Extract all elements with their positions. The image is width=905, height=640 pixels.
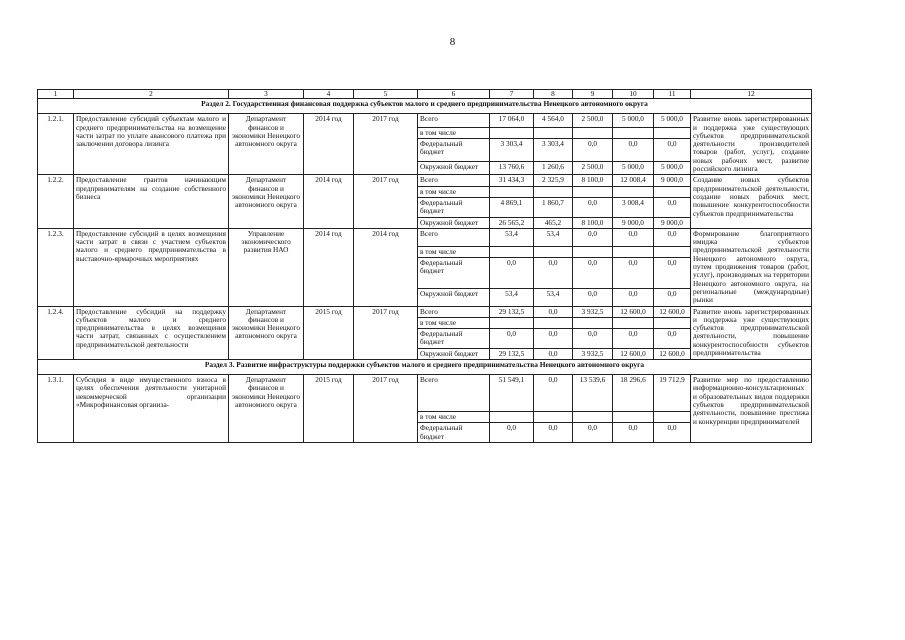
amount-cell: 4 869,1	[490, 197, 534, 217]
amount-cell: 0,0	[534, 423, 573, 443]
amount-cell: 51 549,1	[490, 375, 534, 412]
funding-source: Федеральный бюджет	[418, 329, 490, 349]
start-year: 2015 год	[304, 375, 354, 443]
row-number: 1.2.2.	[38, 175, 74, 228]
executor: Департамент финансов и экономики Ненецкого автономного округа	[229, 375, 304, 443]
amount-cell: 31 434,3	[490, 175, 534, 186]
amount-cell: 1 860,7	[534, 197, 573, 217]
amount-cell: 0,0	[573, 257, 613, 288]
section-title: Раздел 2. Государственная финансовая поддержка субъектов малого и среднего предпринимательства Ненецкого автономного округа	[38, 99, 812, 114]
amount-cell: 0,0	[613, 228, 654, 246]
executor: Департамент финансов и экономики Ненецкого автономного округа	[229, 306, 304, 359]
amount-cell: 0,0	[654, 138, 691, 161]
amount-cell: 3 932,5	[573, 348, 613, 359]
section-heading-row	[38, 360, 812, 375]
amount-cell: 0,0	[534, 375, 573, 412]
column-number-row	[38, 90, 812, 99]
amount-cell: 0,0	[654, 423, 691, 443]
amount-cell: 0,0	[534, 329, 573, 349]
executor: Департамент финансов и экономики Ненецкого автономного округа	[229, 175, 304, 228]
column-number: 9	[573, 90, 613, 99]
column-number: 10	[613, 90, 654, 99]
expected-result: Развитие вновь зарегистрированных и поддержка уже существующих субъектов предпринимательской деятельности, повышение конкурентоспособности субъектов предпринимательства	[691, 306, 812, 359]
amount-cell: 0,0	[654, 288, 691, 306]
section-heading-row	[38, 99, 812, 114]
amount-cell: 4 564,0	[534, 114, 573, 127]
funding-source: в том числе	[418, 127, 490, 138]
column-number: 6	[418, 90, 490, 99]
table-row	[38, 228, 812, 246]
amount-cell: 0,0	[534, 348, 573, 359]
amount-cell: 465,2	[534, 217, 573, 228]
amount-cell: 9 000,0	[654, 175, 691, 186]
amount-cell: 0,0	[490, 423, 534, 443]
amount-cell: 29 132,5	[490, 306, 534, 317]
column-number: 12	[691, 90, 812, 99]
executor: Управление экономического развития НАО	[229, 228, 304, 306]
amount-cell: 19 712,9	[654, 375, 691, 412]
measure-name: Предоставление субсидий на поддержку субъектов малого и среднего предпринимательства в целях возмещения части затрат, связанных с осуществлением предпринимательской деятельности	[74, 306, 229, 359]
expected-result: Формирование благоприятного имиджа субъектов предпринимательской деятельности Ненецкого автономного округа, путем продвижения товаров (работ, услуг), производимых на территории Ненецкого автономного округа, на региональные (международные) рынки	[691, 228, 812, 306]
amount-cell: 5 000,0	[613, 114, 654, 127]
start-year: 2014 год	[304, 175, 354, 228]
table-row	[38, 175, 812, 186]
end-year: 2014 год	[354, 228, 418, 306]
amount-cell: 0,0	[534, 306, 573, 317]
funding-source: Федеральный бюджет	[418, 197, 490, 217]
program-measures-table	[37, 89, 812, 443]
column-number: 1	[38, 90, 74, 99]
amount-cell: 0,0	[573, 138, 613, 161]
amount-cell: 18 296,6	[613, 375, 654, 412]
amount-cell: 1 260,6	[534, 162, 573, 175]
funding-source: Всего	[418, 375, 490, 412]
amount-cell: 0,0	[654, 197, 691, 217]
measure-name: Субсидия в виде имущественного взноса в целях обеспечения деятельности унитарной некоммерческой организации «Микрофинансовая организа-	[74, 375, 229, 443]
funding-source: в том числе	[418, 246, 490, 257]
amount-cell: 0,0	[573, 288, 613, 306]
end-year: 2017 год	[354, 175, 418, 228]
amount-cell: 0,0	[654, 329, 691, 349]
amount-cell: 9 000,0	[613, 217, 654, 228]
amount-cell: 0,0	[490, 257, 534, 288]
amount-cell: 0,0	[654, 228, 691, 246]
table-row	[38, 114, 812, 127]
amount-cell: 3 303,4	[490, 138, 534, 161]
funding-source: в том числе	[418, 412, 490, 423]
column-number: 5	[354, 90, 418, 99]
start-year: 2015 год	[304, 306, 354, 359]
funding-source: Федеральный бюджет	[418, 138, 490, 161]
expected-result: Развитие вновь зарегистрированных и поддержка уже существующих субъектов предпринимательской деятельности производителей товаров (работ, услуг), создание новых рабочих мест, развитие российского лизинга	[691, 114, 812, 175]
expected-result: Развитие мер по предоставлению информационно-консультационных и образовательных видов поддержки субъектов предпринимательской деятельности, повышение престижа и конкуренции предпринимателей	[691, 375, 812, 443]
amount-cell: 5 000,0	[654, 162, 691, 175]
amount-cell: 9 000,0	[654, 217, 691, 228]
amount-cell: 3 303,4	[534, 138, 573, 161]
column-number: 7	[490, 90, 534, 99]
row-number: 1.2.4.	[38, 306, 74, 359]
end-year: 2017 год	[354, 306, 418, 359]
amount-cell: 0,0	[573, 329, 613, 349]
end-year: 2017 год	[354, 375, 418, 443]
amount-cell: 53,4	[490, 228, 534, 246]
measure-name: Предоставление субсидий субъектам малого и среднего предпринимательства на возмещение части затрат по уплате авансового платежа при заключении договора лизинга	[74, 114, 229, 175]
column-number: 4	[304, 90, 354, 99]
amount-cell: 12 600,0	[654, 306, 691, 317]
funding-source: Всего	[418, 306, 490, 317]
amount-cell: 0,0	[573, 228, 613, 246]
amount-cell: 29 132,5	[490, 348, 534, 359]
amount-cell: 13 539,6	[573, 375, 613, 412]
start-year: 2014 год	[304, 114, 354, 175]
amount-cell: 8 100,0	[573, 175, 613, 186]
funding-source: Федеральный бюджет	[418, 423, 490, 443]
funding-source: в том числе	[418, 186, 490, 197]
table-row	[38, 375, 812, 412]
funding-source: Всего	[418, 228, 490, 246]
amount-cell: 8 100,0	[573, 217, 613, 228]
amount-cell: 2 500,0	[573, 162, 613, 175]
amount-cell: 12 600,0	[613, 348, 654, 359]
row-number: 1.3.1.	[38, 375, 74, 443]
executor: Департамент финансов и экономики Ненецкого автономного округа	[229, 114, 304, 175]
amount-cell: 5 000,0	[654, 114, 691, 127]
row-number: 1.2.1.	[38, 114, 74, 175]
funding-source: в том числе	[418, 317, 490, 328]
funding-source: Всего	[418, 175, 490, 186]
amount-cell: 12 600,0	[654, 348, 691, 359]
funding-source: Федеральный бюджет	[418, 257, 490, 288]
amount-cell: 0,0	[654, 257, 691, 288]
funding-source: Окружной бюджет	[418, 288, 490, 306]
column-number: 2	[74, 90, 229, 99]
amount-cell: 17 064,0	[490, 114, 534, 127]
amount-cell: 53,4	[534, 288, 573, 306]
amount-cell: 12 600,0	[613, 306, 654, 317]
amount-cell: 0,0	[613, 257, 654, 288]
amount-cell: 0,0	[573, 423, 613, 443]
end-year: 2017 год	[354, 114, 418, 175]
start-year: 2014 год	[304, 228, 354, 306]
funding-source: Окружной бюджет	[418, 348, 490, 359]
amount-cell: 0,0	[613, 329, 654, 349]
expected-result: Создание новых субъектов предпринимательской деятельности, создание новых рабочих мест, повышение конкурентоспособности субъектов предпринимательства	[691, 175, 812, 228]
funding-source: Окружной бюджет	[418, 162, 490, 175]
amount-cell: 0,0	[613, 288, 654, 306]
row-number: 1.2.3.	[38, 228, 74, 306]
measure-name: Предоставление субсидий в целях возмещения части затрат в связи с участием субъектов малого и среднего предпринимательства в выставочно-ярмарочных мероприятиях	[74, 228, 229, 306]
column-number: 11	[654, 90, 691, 99]
amount-cell: 26 565,2	[490, 217, 534, 228]
page-number: 8	[449, 36, 456, 48]
funding-source: Окружной бюджет	[418, 217, 490, 228]
measure-name: Предоставление грантов начинающим предпринимателям на создание собственного бизнеса	[74, 175, 229, 228]
column-number: 3	[229, 90, 304, 99]
amount-cell: 13 760,6	[490, 162, 534, 175]
amount-cell: 2 325,9	[534, 175, 573, 186]
section-title: Раздел 3. Развитие инфраструктуры поддержки субъектов малого и среднего предпринимательства Ненецкого автономного округа	[38, 360, 812, 375]
amount-cell: 0,0	[534, 257, 573, 288]
column-number: 8	[534, 90, 573, 99]
amount-cell: 0,0	[613, 423, 654, 443]
amount-cell: 2 500,0	[573, 114, 613, 127]
funding-source: Всего	[418, 114, 490, 127]
amount-cell: 0,0	[573, 197, 613, 217]
amount-cell: 3 932,5	[573, 306, 613, 317]
amount-cell: 3 008,4	[613, 197, 654, 217]
amount-cell: 53,4	[490, 288, 534, 306]
amount-cell: 0,0	[490, 329, 534, 349]
amount-cell: 0,0	[613, 138, 654, 161]
amount-cell: 12 008,4	[613, 175, 654, 186]
table-row	[38, 306, 812, 317]
amount-cell: 53,4	[534, 228, 573, 246]
amount-cell: 5 000,0	[613, 162, 654, 175]
